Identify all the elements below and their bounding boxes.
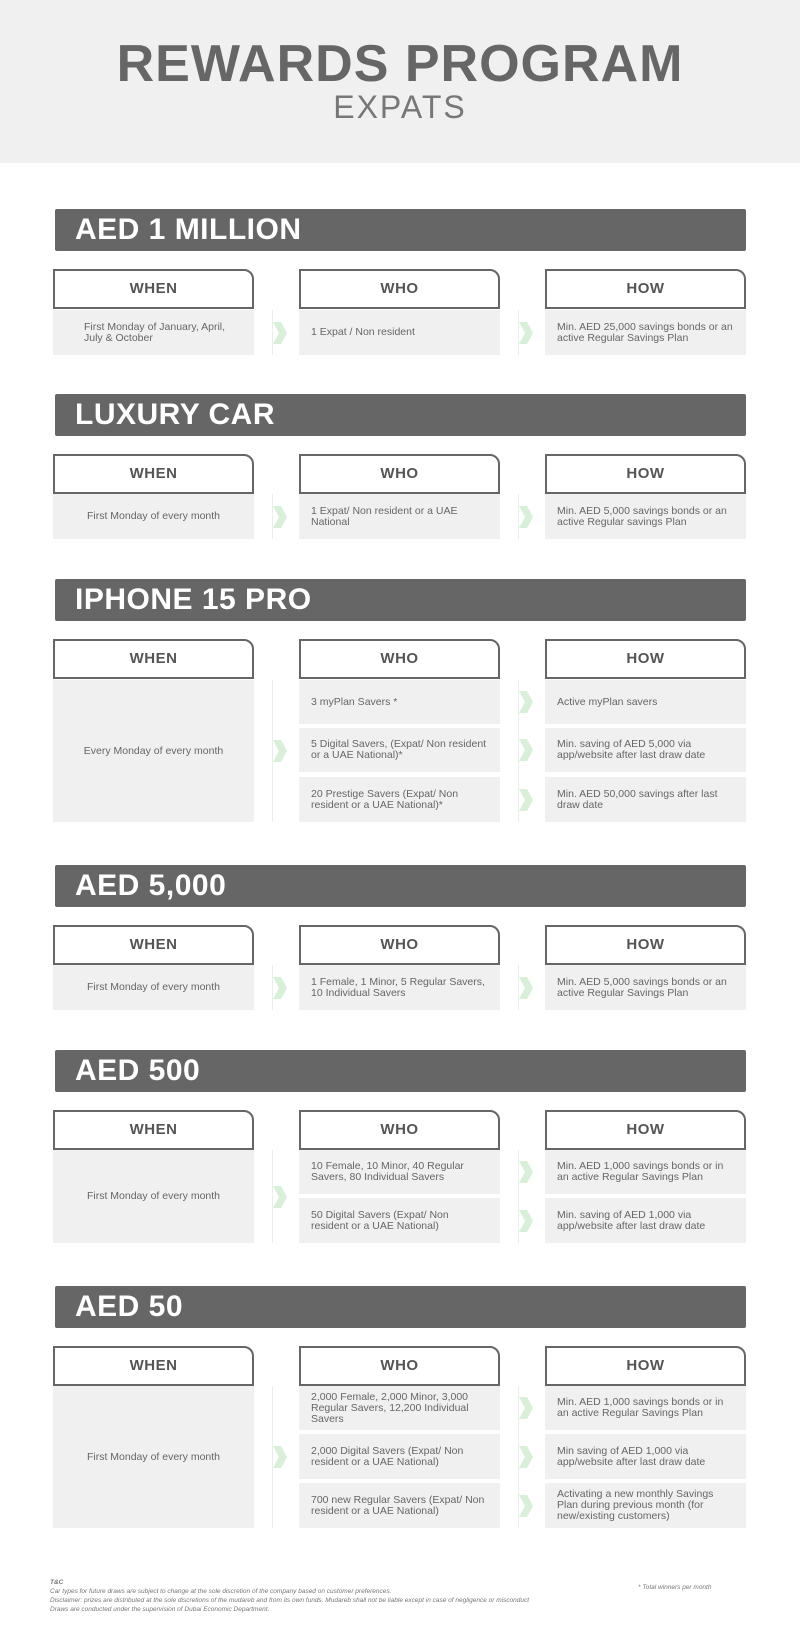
- who-cell: 10 Female, 10 Minor, 40 Regular Savers, 80 Individual Savers: [299, 1150, 500, 1194]
- tc-line: Car types for future draws are subject to change at the sole discretion of the company based on customer preferences.: [50, 1588, 392, 1595]
- tc-line: Draws are conducted under the supervision of Dubai Economic Department.: [50, 1606, 270, 1613]
- when-column: [53, 269, 254, 355]
- who-column: [299, 639, 500, 822]
- how-cell: Min. AED 5,000 savings bonds or an active Regular Savings Plan: [545, 965, 746, 1010]
- how-column: [545, 925, 746, 1010]
- when-cell: First Monday of every month: [53, 1386, 254, 1528]
- arrow-icon: [273, 1446, 287, 1468]
- prize-banner: [55, 1050, 746, 1092]
- who-column: [299, 1110, 500, 1243]
- who-header: WHO: [299, 454, 500, 494]
- when-header: WHEN: [53, 1346, 254, 1386]
- how-cell: Min. AED 50,000 savings after last draw date: [545, 777, 746, 822]
- arrow-icon: [519, 1495, 533, 1517]
- how-header: HOW: [545, 1346, 746, 1386]
- who-header: WHO: [299, 639, 500, 679]
- page-title: REWARDS PROGRAM: [116, 35, 684, 93]
- when-cell: Every Monday of every month: [53, 680, 254, 822]
- prize-banner: [55, 209, 746, 251]
- who-cell: 1 Expat/ Non resident or a UAE National: [299, 494, 500, 539]
- arrow-icon: [273, 977, 287, 999]
- who-column: [299, 269, 500, 355]
- arrow-icon: [519, 1397, 533, 1419]
- how-column: [545, 454, 746, 539]
- how-cell: Min. AED 1,000 savings bonds or in an active Regular Savings Plan: [545, 1386, 746, 1430]
- terms-and-conditions: [50, 1578, 650, 1614]
- who-column: [299, 454, 500, 539]
- when-column: [53, 925, 254, 1010]
- how-cell: Active myPlan savers: [545, 680, 746, 724]
- arrow-icon: [519, 322, 533, 344]
- arrow-icon: [273, 1186, 287, 1208]
- how-cell: Min. saving of AED 1,000 via app/website after last draw date: [545, 1198, 746, 1243]
- prize-banner: [55, 394, 746, 436]
- how-header: HOW: [545, 454, 746, 494]
- who-header: WHO: [299, 1110, 500, 1150]
- who-cell: 1 Expat / Non resident: [299, 310, 500, 355]
- arrow-icon: [519, 739, 533, 761]
- when-column: [53, 639, 254, 822]
- when-header: WHEN: [53, 639, 254, 679]
- prize-title: IPHONE 15 PRO: [75, 583, 312, 616]
- who-cell: 20 Prestige Savers (Expat/ Non resident or a UAE National)*: [299, 777, 500, 822]
- tc-line: Disclaimer: prizes are distributed at the sole discretions of the mudareb and from its own funds. Mudareb shall not be liable except in case of negligence or misconduct: [50, 1597, 530, 1604]
- when-column: [53, 454, 254, 539]
- who-column: [299, 1346, 500, 1528]
- when-header: WHEN: [53, 269, 254, 309]
- page-subtitle: EXPATS: [333, 89, 467, 125]
- prize-title: AED 5,000: [75, 869, 227, 902]
- how-cell: Min. AED 25,000 savings bonds or an active Regular Savings Plan: [545, 310, 746, 355]
- who-cell: 50 Digital Savers (Expat/ Non resident or a UAE National): [299, 1198, 500, 1243]
- prize-title: AED 1 MILLION: [75, 213, 302, 246]
- when-cell: First Monday of every month: [53, 965, 254, 1010]
- arrow-icon: [519, 1210, 533, 1232]
- page-header: [0, 0, 800, 163]
- who-header: WHO: [299, 1346, 500, 1386]
- arrow-icon: [273, 322, 287, 344]
- arrow-icon: [273, 506, 287, 528]
- arrow-icon: [519, 506, 533, 528]
- prize-banner: [55, 865, 746, 907]
- who-cell: 3 myPlan Savers *: [299, 680, 500, 724]
- when-cell: First Monday of every month: [53, 1150, 254, 1243]
- how-header: HOW: [545, 925, 746, 965]
- arrow-icon: [519, 1161, 533, 1183]
- who-cell: 700 new Regular Savers (Expat/ Non resident or a UAE National): [299, 1483, 500, 1528]
- who-cell: 1 Female, 1 Minor, 5 Regular Savers, 10 Individual Savers: [299, 965, 500, 1010]
- how-cell: Min. AED 5,000 savings bonds or an active Regular savings Plan: [545, 494, 746, 539]
- who-cell: 2,000 Female, 2,000 Minor, 3,000 Regular Savers, 12,200 Individual Savers: [299, 1386, 500, 1430]
- prize-title: AED 500: [75, 1054, 201, 1087]
- who-cell: 2,000 Digital Savers (Expat/ Non resident or a UAE National): [299, 1434, 500, 1479]
- how-column: [545, 1110, 746, 1243]
- prize-banner: [55, 579, 746, 621]
- who-header: WHO: [299, 925, 500, 965]
- prize-title: LUXURY CAR: [75, 398, 276, 431]
- arrow-icon: [273, 740, 287, 762]
- who-cell: 5 Digital Savers, (Expat/ Non resident or a UAE National)*: [299, 728, 500, 772]
- prize-title: AED 50: [75, 1290, 184, 1323]
- how-cell: Min. AED 1,000 savings bonds or in an active Regular Savings Plan: [545, 1150, 746, 1194]
- how-cell: Activating a new monthly Savings Plan during previous month (for new/existing customers): [545, 1483, 746, 1528]
- when-column: [53, 1110, 254, 1243]
- how-column: [545, 269, 746, 355]
- prize-banner: [55, 1286, 746, 1328]
- how-column: [545, 1346, 746, 1528]
- how-column: [545, 639, 746, 822]
- arrow-icon: [519, 977, 533, 999]
- how-header: HOW: [545, 1110, 746, 1150]
- arrow-icon: [519, 789, 533, 811]
- how-cell: Min saving of AED 1,000 via app/website after last draw date: [545, 1434, 746, 1479]
- when-header: WHEN: [53, 925, 254, 965]
- who-header: WHO: [299, 269, 500, 309]
- footnote: * Total winners per month: [638, 1584, 712, 1591]
- when-cell: First Monday of January, April, July & October: [53, 310, 254, 355]
- who-column: [299, 925, 500, 1010]
- when-cell: First Monday of every month: [53, 494, 254, 539]
- how-header: HOW: [545, 269, 746, 309]
- how-header: HOW: [545, 639, 746, 679]
- when-column: [53, 1346, 254, 1528]
- when-header: WHEN: [53, 1110, 254, 1150]
- arrow-icon: [519, 1446, 533, 1468]
- when-header: WHEN: [53, 454, 254, 494]
- arrow-icon: [519, 691, 533, 713]
- how-cell: Min. saving of AED 5,000 via app/website after last draw date: [545, 728, 746, 772]
- tc-heading: T&C: [50, 1579, 64, 1586]
